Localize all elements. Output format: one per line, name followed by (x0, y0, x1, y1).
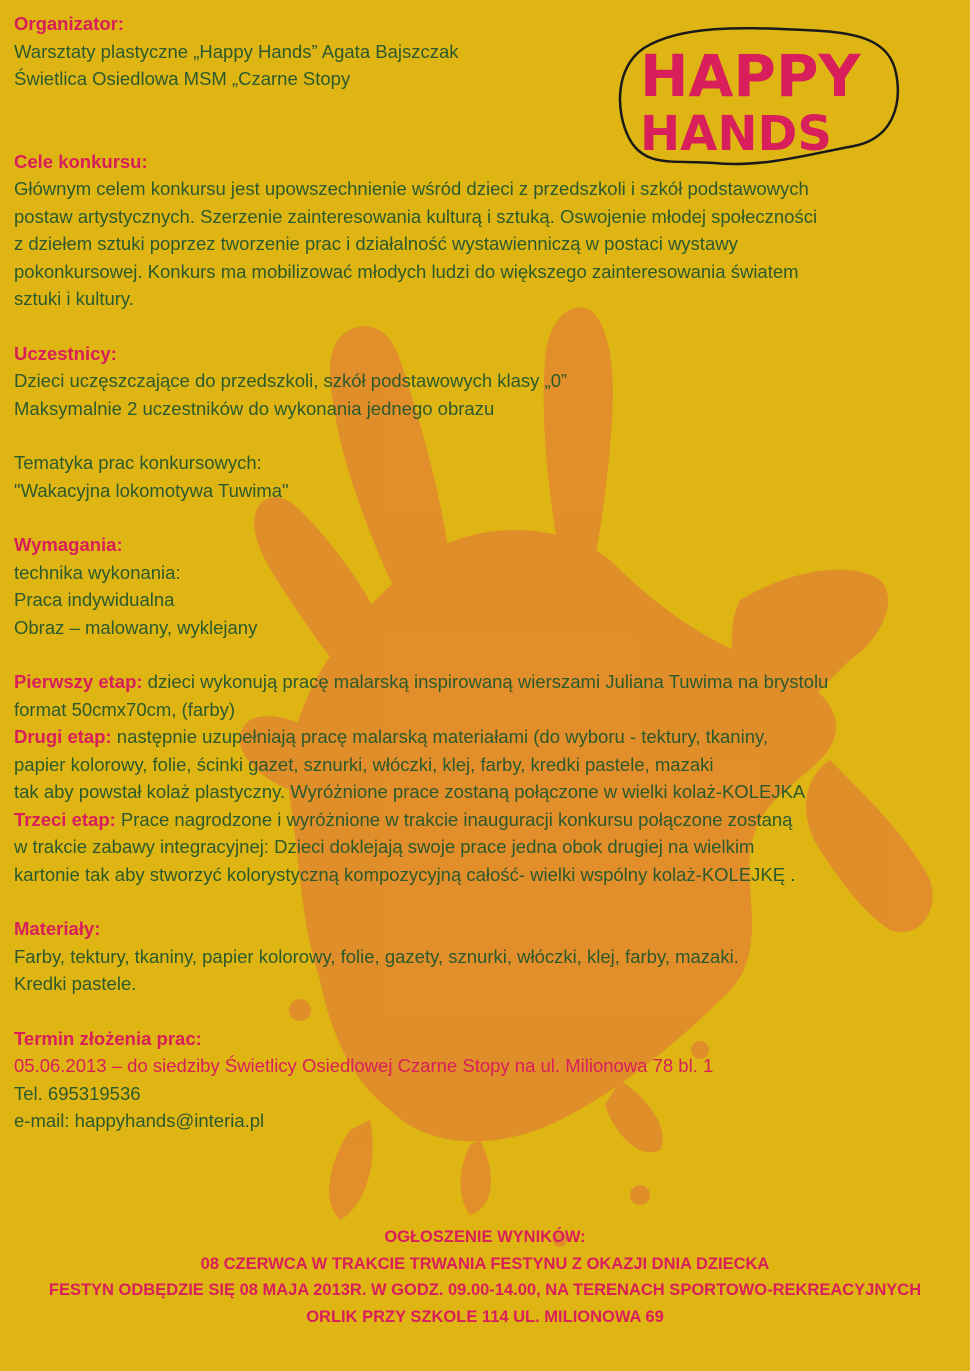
stage-first-text: dzieci wykonują pracę malarską inspirowaną wierszami Juliana Tuwima na brystolu (142, 671, 829, 692)
results-line: ORLIK PRZY SZKOLE 114 UL. MILIONOWA 69 (306, 1307, 664, 1326)
goals-line: Głównym celem konkursu jest upowszechnienie wśród dzieci z przedszkoli i szkół podstawowych (14, 178, 809, 199)
materials-heading: Materiały: (14, 918, 101, 939)
deadline-date: 05.06.2013 – do siedziby Świetlicy Osiedlowej Czarne Stopy na ul. Milionowa 78 bl. 1 (14, 1055, 714, 1076)
requirements-line: technika wykonania: (14, 561, 181, 583)
deadline-heading: Termin złożenia prac: (14, 1027, 202, 1049)
theme-label: Tematyka prac konkursowych: (14, 452, 262, 473)
participants-line: Dzieci uczęszczające do przedszkoli, szkół podstawowych klasy „0” (14, 370, 568, 391)
stage-second-text: następnie uzupełniają pracę malarską materiałami (do wyboru - tektury, tkaniny, (111, 726, 769, 747)
stage-second-line (14, 723, 962, 751)
stage-third-text: Prace nagrodzone i wyróżnione w trakcie inauguracji konkursu połączone zostaną (115, 808, 793, 830)
goals-line: z dziełem sztuki poprzez tworzenie prac i działalność wystawienniczą w postaci wystawy (14, 233, 738, 254)
logo-text-happy: HAPPY (640, 42, 861, 110)
stage-first-line: format 50cmx70cm, (farby) (14, 698, 236, 720)
contact-phone: Tel. 695319536 (14, 1082, 141, 1104)
participants-line: Maksymalnie 2 uczestników do wykonania jednego obrazu (14, 397, 495, 419)
theme-value: "Wakacyjna lokomotywa Tuwima" (14, 479, 289, 501)
goals-line: postaw artystycznych. Szerzenie zainteresowania kulturą i sztuką. Oswojenie młodej społeczności (14, 205, 818, 227)
stage-first-line (14, 668, 962, 696)
stage-first-label: Pierwszy etap: (14, 671, 143, 692)
organizer-line: Świetlica Osiedlowa MSM „Czarne Stopy (14, 68, 351, 89)
results-line: FESTYN ODBĘDZIE SIĘ 08 MAJA 2013R. W GODZ. 09.00-14.00, NA TERENACH SPORTOWO-REKREACYJNYCH (48, 1281, 922, 1299)
results-heading: OGŁOSZENIE WYNIKÓW: (384, 1228, 586, 1246)
goals-line: sztuki i kultury. (14, 288, 134, 309)
requirements-heading: Wymagania: (14, 534, 123, 555)
happy-hands-logo (604, 18, 904, 174)
stage-third-line: kartonie tak aby stworzyć kolorystyczną kompozycyjną całość- wielki wspólny kolaż-KOLEJKĘ . (14, 863, 796, 885)
results-announcement (0, 1224, 970, 1330)
materials-line: Kredki pastele. (14, 973, 137, 994)
contact-email: e-mail: happyhands@interia.pl (14, 1110, 265, 1131)
participants-heading: Uczestnicy: (14, 342, 117, 364)
stage-second-label: Drugi etap: (14, 726, 112, 747)
organizer-line: Warsztaty plastyczne „Happy Hands” Agata Bajszczak (14, 40, 459, 62)
stage-second-line: tak aby powstał kolaż plastyczny. Wyróżnione prace zostaną połączone w wielki kolaż-KOLEJKA (14, 781, 806, 802)
announcement-body (14, 10, 962, 1135)
stage-third-label: Trzeci etap: (14, 808, 116, 830)
goals-line: pokonkursowej. Konkurs ma mobilizować młodych ludzi do większego zainteresowania światem (14, 260, 799, 282)
requirements-line: Praca indywidualna (14, 589, 175, 610)
stage-third-line: w trakcie zabawy integracyjnej: Dzieci doklejają swoje prace jedna obok drugiej na wielkim (14, 836, 755, 857)
goals-heading: Cele konkursu: (14, 150, 148, 172)
stage-third-line (14, 806, 962, 834)
materials-line: Farby, tektury, tkaniny, papier kolorowy, folie, gazety, sznurki, włóczki, klej, farby, mazaki. (14, 945, 739, 967)
requirements-line: Obraz – malowany, wyklejany (14, 616, 258, 638)
logo-text-hands: HANDS (640, 106, 832, 162)
stage-second-line: papier kolorowy, folie, ścinki gazet, sznurki, włóczki, klej, farby, kredki pastele, mazaki (14, 753, 714, 775)
organizer-heading: Organizator: (14, 13, 124, 34)
results-line: 08 CZERWCA W TRAKCIE TRWANIA FESTYNU Z OKAZJI DNIA DZIECKA (200, 1254, 770, 1273)
